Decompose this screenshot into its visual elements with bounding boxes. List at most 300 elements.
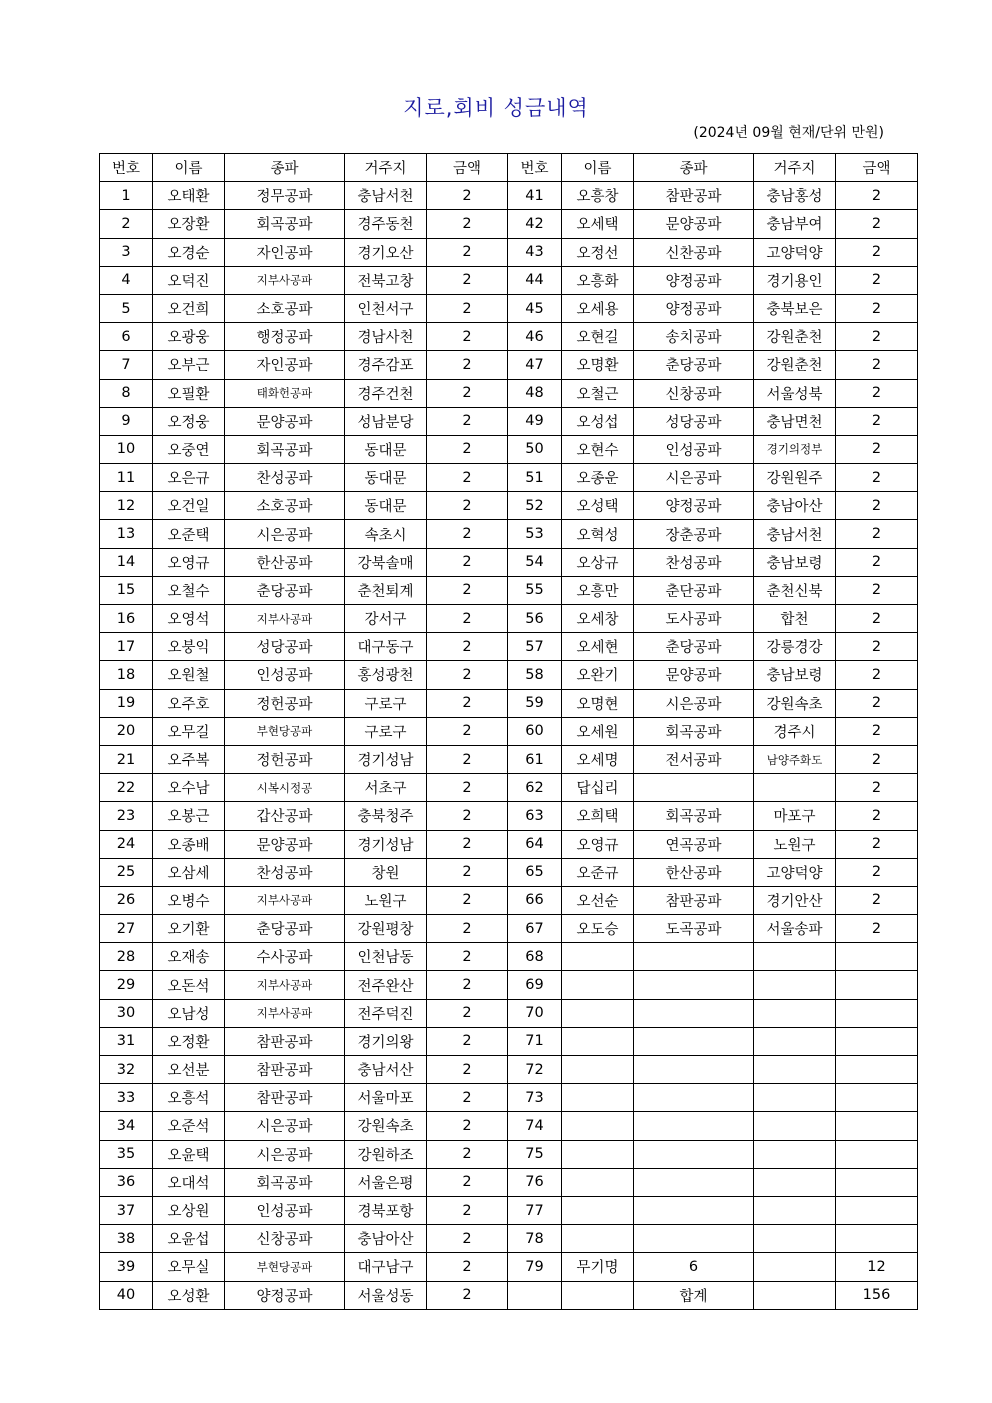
table-row — [100, 351, 918, 379]
cell-clan: 도사공파 — [634, 605, 754, 633]
table-row — [100, 605, 918, 633]
cell-amount: 2 — [836, 520, 918, 548]
cell-number: 18 — [100, 661, 153, 689]
cell-number: 40 — [100, 1281, 153, 1309]
cell-number: 2 — [100, 210, 153, 238]
cell-number: 24 — [100, 830, 153, 858]
cell-clan: 부현당공파 — [225, 717, 345, 745]
cell-number: 54 — [508, 548, 562, 576]
cell-name: 오세용 — [562, 294, 634, 322]
cell-clan: 양정공파 — [225, 1281, 345, 1309]
cell-number — [508, 1281, 562, 1309]
table-row — [100, 943, 918, 971]
cell-clan: 회곡공파 — [634, 802, 754, 830]
cell-name: 오정환 — [153, 1027, 225, 1055]
cell-name: 오준택 — [153, 520, 225, 548]
cell-amount: 2 — [836, 379, 918, 407]
header-clan: 종파 — [634, 154, 754, 182]
cell-clan: 전서공파 — [634, 745, 754, 773]
cell-name: 오종운 — [562, 464, 634, 492]
cell-clan: 참판공파 — [634, 182, 754, 210]
cell-number: 68 — [508, 943, 562, 971]
cell-residence: 강서구 — [345, 605, 427, 633]
cell-number: 21 — [100, 745, 153, 773]
cell-number: 78 — [508, 1225, 562, 1253]
cell-name: 오흥화 — [562, 266, 634, 294]
cell-name: 오기환 — [153, 915, 225, 943]
cell-amount: 2 — [427, 717, 508, 745]
cell-clan: 신창공파 — [225, 1225, 345, 1253]
table-row — [100, 633, 918, 661]
cell-clan: 양정공파 — [634, 492, 754, 520]
cell-residence: 경남사천 — [345, 323, 427, 351]
cell-clan: 연곡공파 — [634, 830, 754, 858]
cell-amount: 2 — [427, 323, 508, 351]
table-row — [100, 1112, 918, 1140]
table-row — [100, 1056, 918, 1084]
cell-amount: 2 — [836, 548, 918, 576]
cell-number: 42 — [508, 210, 562, 238]
cell-number: 36 — [100, 1168, 153, 1196]
cell-clan: 행정공파 — [225, 323, 345, 351]
cell-name — [562, 1084, 634, 1112]
cell-clan: 참판공파 — [225, 1027, 345, 1055]
cell-name: 오정웅 — [153, 407, 225, 435]
cell-amount: 2 — [427, 435, 508, 463]
cell-residence — [754, 1253, 836, 1281]
cell-residence: 경기의왕 — [345, 1027, 427, 1055]
cell-clan: 시은공파 — [225, 520, 345, 548]
table-row — [100, 774, 918, 802]
cell-name: 오필환 — [153, 379, 225, 407]
cell-name — [562, 943, 634, 971]
cell-number: 33 — [100, 1084, 153, 1112]
cell-amount: 2 — [427, 745, 508, 773]
cell-clan — [634, 943, 754, 971]
cell-clan — [634, 1168, 754, 1196]
cell-number: 29 — [100, 971, 153, 999]
cell-clan: 시복시정공 — [225, 774, 345, 802]
table-row — [100, 182, 918, 210]
cell-residence: 경주건천 — [345, 379, 427, 407]
cell-clan: 회곡공파 — [225, 1168, 345, 1196]
cell-clan: 지부사공파 — [225, 971, 345, 999]
table-row — [100, 576, 918, 604]
cell-clan: 한산공파 — [634, 858, 754, 886]
cell-amount: 2 — [836, 633, 918, 661]
cell-clan: 춘단공파 — [634, 576, 754, 604]
cell-name — [562, 1140, 634, 1168]
cell-amount: 2 — [836, 774, 918, 802]
cell-name: 오경순 — [153, 238, 225, 266]
cell-number: 67 — [508, 915, 562, 943]
cell-amount: 2 — [427, 1027, 508, 1055]
cell-number: 35 — [100, 1140, 153, 1168]
cell-amount: 12 — [836, 1253, 918, 1281]
cell-residence — [754, 1225, 836, 1253]
cell-number: 43 — [508, 238, 562, 266]
cell-amount: 2 — [427, 464, 508, 492]
cell-amount: 2 — [836, 886, 918, 914]
table-row — [100, 830, 918, 858]
cell-clan: 문양공파 — [634, 210, 754, 238]
cell-clan: 정헌공파 — [225, 689, 345, 717]
cell-residence: 경기안산 — [754, 886, 836, 914]
cell-residence: 경기오산 — [345, 238, 427, 266]
cell-amount: 2 — [427, 294, 508, 322]
cell-clan: 춘당공파 — [634, 351, 754, 379]
cell-clan: 시은공파 — [225, 1140, 345, 1168]
cell-name: 답십리 — [562, 774, 634, 802]
cell-number: 69 — [508, 971, 562, 999]
cell-clan: 자인공파 — [225, 351, 345, 379]
table-row — [100, 520, 918, 548]
cell-residence: 동대문 — [345, 464, 427, 492]
cell-name: 오주호 — [153, 689, 225, 717]
cell-amount: 2 — [427, 1196, 508, 1224]
cell-clan: 참판공파 — [225, 1056, 345, 1084]
cell-amount: 2 — [836, 266, 918, 294]
cell-number: 10 — [100, 435, 153, 463]
cell-name: 오세창 — [562, 605, 634, 633]
cell-residence: 성남분당 — [345, 407, 427, 435]
cell-name: 오정선 — [562, 238, 634, 266]
cell-amount — [836, 1112, 918, 1140]
cell-residence: 경기성남 — [345, 830, 427, 858]
cell-amount: 2 — [836, 492, 918, 520]
cell-name: 오희택 — [562, 802, 634, 830]
cell-residence: 충남보령 — [754, 548, 836, 576]
cell-amount — [836, 1027, 918, 1055]
cell-name: 오성환 — [153, 1281, 225, 1309]
cell-residence: 강원하조 — [345, 1140, 427, 1168]
cell-name: 오철근 — [562, 379, 634, 407]
cell-number: 62 — [508, 774, 562, 802]
cell-residence: 강원춘천 — [754, 351, 836, 379]
cell-amount: 2 — [427, 689, 508, 717]
table-row — [100, 661, 918, 689]
cell-number: 71 — [508, 1027, 562, 1055]
cell-name: 오중연 — [153, 435, 225, 463]
unit-note: (2024년 09월 현재/단위 만원) — [693, 125, 884, 141]
cell-amount: 2 — [427, 576, 508, 604]
cell-name: 오원철 — [153, 661, 225, 689]
table-row — [100, 548, 918, 576]
cell-residence: 경기성남 — [345, 745, 427, 773]
cell-amount: 2 — [836, 323, 918, 351]
cell-clan: 시은공파 — [634, 689, 754, 717]
table-row — [100, 1225, 918, 1253]
cell-amount: 2 — [427, 210, 508, 238]
cell-number: 7 — [100, 351, 153, 379]
cell-name: 오상규 — [562, 548, 634, 576]
cell-amount: 2 — [836, 661, 918, 689]
cell-number: 4 — [100, 266, 153, 294]
cell-residence: 충남아산 — [345, 1225, 427, 1253]
cell-residence: 강북솔매 — [345, 548, 427, 576]
cell-name: 오장환 — [153, 210, 225, 238]
cell-residence: 춘천신북 — [754, 576, 836, 604]
cell-amount: 2 — [836, 435, 918, 463]
cell-residence: 강원속초 — [754, 689, 836, 717]
cell-number: 46 — [508, 323, 562, 351]
cell-amount: 2 — [427, 492, 508, 520]
cell-name: 오붕익 — [153, 633, 225, 661]
table-row — [100, 1168, 918, 1196]
cell-residence — [754, 1112, 836, 1140]
cell-residence: 강원춘천 — [754, 323, 836, 351]
cell-name — [562, 1196, 634, 1224]
table-row — [100, 886, 918, 914]
cell-amount: 2 — [836, 858, 918, 886]
table-row — [100, 294, 918, 322]
cell-number: 19 — [100, 689, 153, 717]
cell-residence — [754, 1196, 836, 1224]
cell-clan: 춘당공파 — [225, 576, 345, 604]
cell-name: 오준석 — [153, 1112, 225, 1140]
cell-amount: 2 — [427, 999, 508, 1027]
cell-clan: 회곡공파 — [225, 435, 345, 463]
cell-name: 오윤택 — [153, 1140, 225, 1168]
cell-amount: 2 — [427, 802, 508, 830]
cell-clan: 인성공파 — [634, 435, 754, 463]
cell-residence: 경주동천 — [345, 210, 427, 238]
table-row — [100, 1253, 918, 1281]
cell-clan: 회곡공파 — [634, 717, 754, 745]
cell-name: 오상원 — [153, 1196, 225, 1224]
cell-name: 오부근 — [153, 351, 225, 379]
cell-clan: 문양공파 — [225, 830, 345, 858]
cell-residence: 강원원주 — [754, 464, 836, 492]
table-row — [100, 238, 918, 266]
cell-number: 6 — [100, 323, 153, 351]
cell-residence — [754, 1168, 836, 1196]
cell-number: 53 — [508, 520, 562, 548]
cell-number: 59 — [508, 689, 562, 717]
table-row — [100, 971, 918, 999]
cell-amount: 2 — [427, 1253, 508, 1281]
cell-residence: 서울송파 — [754, 915, 836, 943]
cell-clan — [634, 1027, 754, 1055]
cell-residence — [754, 971, 836, 999]
cell-number: 65 — [508, 858, 562, 886]
cell-name: 오명환 — [562, 351, 634, 379]
cell-number: 9 — [100, 407, 153, 435]
cell-residence: 충북청주 — [345, 802, 427, 830]
cell-name: 오재송 — [153, 943, 225, 971]
cell-name: 오세명 — [562, 745, 634, 773]
cell-clan — [634, 1140, 754, 1168]
cell-residence: 전북고창 — [345, 266, 427, 294]
cell-residence — [754, 999, 836, 1027]
table-row — [100, 379, 918, 407]
cell-residence: 전주덕진 — [345, 999, 427, 1027]
cell-clan — [634, 971, 754, 999]
header-name: 이름 — [153, 154, 225, 182]
cell-clan — [634, 1084, 754, 1112]
cell-amount: 2 — [427, 407, 508, 435]
cell-residence: 경기용인 — [754, 266, 836, 294]
cell-name: 오영규 — [562, 830, 634, 858]
header-residence: 거주지 — [754, 154, 836, 182]
cell-residence: 마포구 — [754, 802, 836, 830]
cell-amount: 2 — [427, 1112, 508, 1140]
cell-amount: 2 — [427, 830, 508, 858]
cell-name: 오흥만 — [562, 576, 634, 604]
cell-amount — [836, 971, 918, 999]
cell-amount — [836, 1225, 918, 1253]
cell-residence: 충남홍성 — [754, 182, 836, 210]
cell-number: 26 — [100, 886, 153, 914]
cell-name: 오선순 — [562, 886, 634, 914]
header-clan: 종파 — [225, 154, 345, 182]
cell-number: 70 — [508, 999, 562, 1027]
table-row — [100, 1281, 918, 1309]
table-row — [100, 717, 918, 745]
cell-residence: 충남아산 — [754, 492, 836, 520]
cell-name: 오철수 — [153, 576, 225, 604]
cell-amount — [836, 1056, 918, 1084]
cell-name: 무기명 — [562, 1253, 634, 1281]
cell-residence: 고양덕양 — [754, 858, 836, 886]
cell-name: 오종배 — [153, 830, 225, 858]
cell-clan: 시은공파 — [634, 464, 754, 492]
cell-name: 오세택 — [562, 210, 634, 238]
cell-number: 52 — [508, 492, 562, 520]
cell-residence: 노원구 — [345, 886, 427, 914]
cell-clan: 찬성공파 — [225, 464, 345, 492]
cell-number: 75 — [508, 1140, 562, 1168]
cell-residence — [754, 1027, 836, 1055]
cell-name — [562, 1027, 634, 1055]
cell-number: 39 — [100, 1253, 153, 1281]
table-row — [100, 858, 918, 886]
cell-residence: 서울마포 — [345, 1084, 427, 1112]
cell-number: 60 — [508, 717, 562, 745]
cell-residence: 충북보은 — [754, 294, 836, 322]
cell-amount — [836, 943, 918, 971]
cell-number: 66 — [508, 886, 562, 914]
cell-clan: 참판공파 — [225, 1084, 345, 1112]
cell-clan: 지부사공파 — [225, 605, 345, 633]
cell-name: 오대석 — [153, 1168, 225, 1196]
cell-name: 오병수 — [153, 886, 225, 914]
cell-residence: 대구남구 — [345, 1253, 427, 1281]
cell-amount: 2 — [836, 407, 918, 435]
cell-amount: 2 — [427, 1281, 508, 1309]
cell-name: 오세원 — [562, 717, 634, 745]
cell-clan: 성당공파 — [634, 407, 754, 435]
table-row — [100, 1027, 918, 1055]
cell-number: 15 — [100, 576, 153, 604]
cell-amount: 2 — [427, 661, 508, 689]
cell-name: 오광웅 — [153, 323, 225, 351]
cell-clan: 양정공파 — [634, 294, 754, 322]
cell-name: 오세현 — [562, 633, 634, 661]
cell-name: 오삼세 — [153, 858, 225, 886]
cell-number: 56 — [508, 605, 562, 633]
cell-amount: 2 — [427, 351, 508, 379]
cell-residence: 서울은평 — [345, 1168, 427, 1196]
cell-number: 74 — [508, 1112, 562, 1140]
cell-amount: 2 — [836, 689, 918, 717]
cell-clan: 문양공파 — [225, 407, 345, 435]
header-amount: 금액 — [836, 154, 918, 182]
cell-amount: 2 — [427, 379, 508, 407]
cell-number: 20 — [100, 717, 153, 745]
header-name: 이름 — [562, 154, 634, 182]
cell-clan: 수사공파 — [225, 943, 345, 971]
cell-number: 3 — [100, 238, 153, 266]
cell-residence: 충남부여 — [754, 210, 836, 238]
cell-name: 오덕진 — [153, 266, 225, 294]
cell-amount: 2 — [427, 1225, 508, 1253]
header-number: 번호 — [508, 154, 562, 182]
cell-number: 51 — [508, 464, 562, 492]
cell-residence: 서울성북 — [754, 379, 836, 407]
cell-residence: 경북포항 — [345, 1196, 427, 1224]
cell-residence: 홍성광천 — [345, 661, 427, 689]
cell-residence — [754, 943, 836, 971]
cell-amount — [836, 1168, 918, 1196]
cell-clan: 회곡공파 — [225, 210, 345, 238]
cell-clan — [634, 1225, 754, 1253]
cell-amount: 2 — [427, 886, 508, 914]
cell-residence: 경기의정부 — [754, 435, 836, 463]
cell-residence: 충남서천 — [754, 520, 836, 548]
cell-name: 오수남 — [153, 774, 225, 802]
cell-residence: 강원평창 — [345, 915, 427, 943]
cell-number: 22 — [100, 774, 153, 802]
cell-clan: 문양공파 — [634, 661, 754, 689]
cell-number: 16 — [100, 605, 153, 633]
cell-amount: 2 — [836, 182, 918, 210]
cell-clan: 소호공파 — [225, 492, 345, 520]
cell-name: 오선분 — [153, 1056, 225, 1084]
cell-number: 49 — [508, 407, 562, 435]
cell-clan — [634, 1112, 754, 1140]
cell-residence: 인천남동 — [345, 943, 427, 971]
cell-residence: 충남서천 — [345, 182, 427, 210]
cell-name: 오성택 — [562, 492, 634, 520]
cell-name: 오현수 — [562, 435, 634, 463]
cell-clan: 6 — [634, 1253, 754, 1281]
cell-name: 오남성 — [153, 999, 225, 1027]
cell-clan: 정무공파 — [225, 182, 345, 210]
table-row — [100, 1196, 918, 1224]
donation-table — [99, 153, 918, 1310]
cell-residence: 서울성동 — [345, 1281, 427, 1309]
cell-number: 76 — [508, 1168, 562, 1196]
cell-clan: 인성공파 — [225, 661, 345, 689]
cell-name: 오흥창 — [562, 182, 634, 210]
cell-amount: 2 — [427, 858, 508, 886]
cell-number: 55 — [508, 576, 562, 604]
cell-residence — [754, 1281, 836, 1309]
cell-amount: 2 — [427, 1168, 508, 1196]
cell-residence: 충남서산 — [345, 1056, 427, 1084]
table-row — [100, 266, 918, 294]
cell-name: 오은규 — [153, 464, 225, 492]
cell-amount: 2 — [836, 802, 918, 830]
cell-number: 31 — [100, 1027, 153, 1055]
cell-amount: 2 — [427, 915, 508, 943]
table-row — [100, 689, 918, 717]
cell-number: 64 — [508, 830, 562, 858]
cell-amount: 2 — [836, 238, 918, 266]
cell-clan — [634, 1056, 754, 1084]
cell-residence: 구로구 — [345, 717, 427, 745]
